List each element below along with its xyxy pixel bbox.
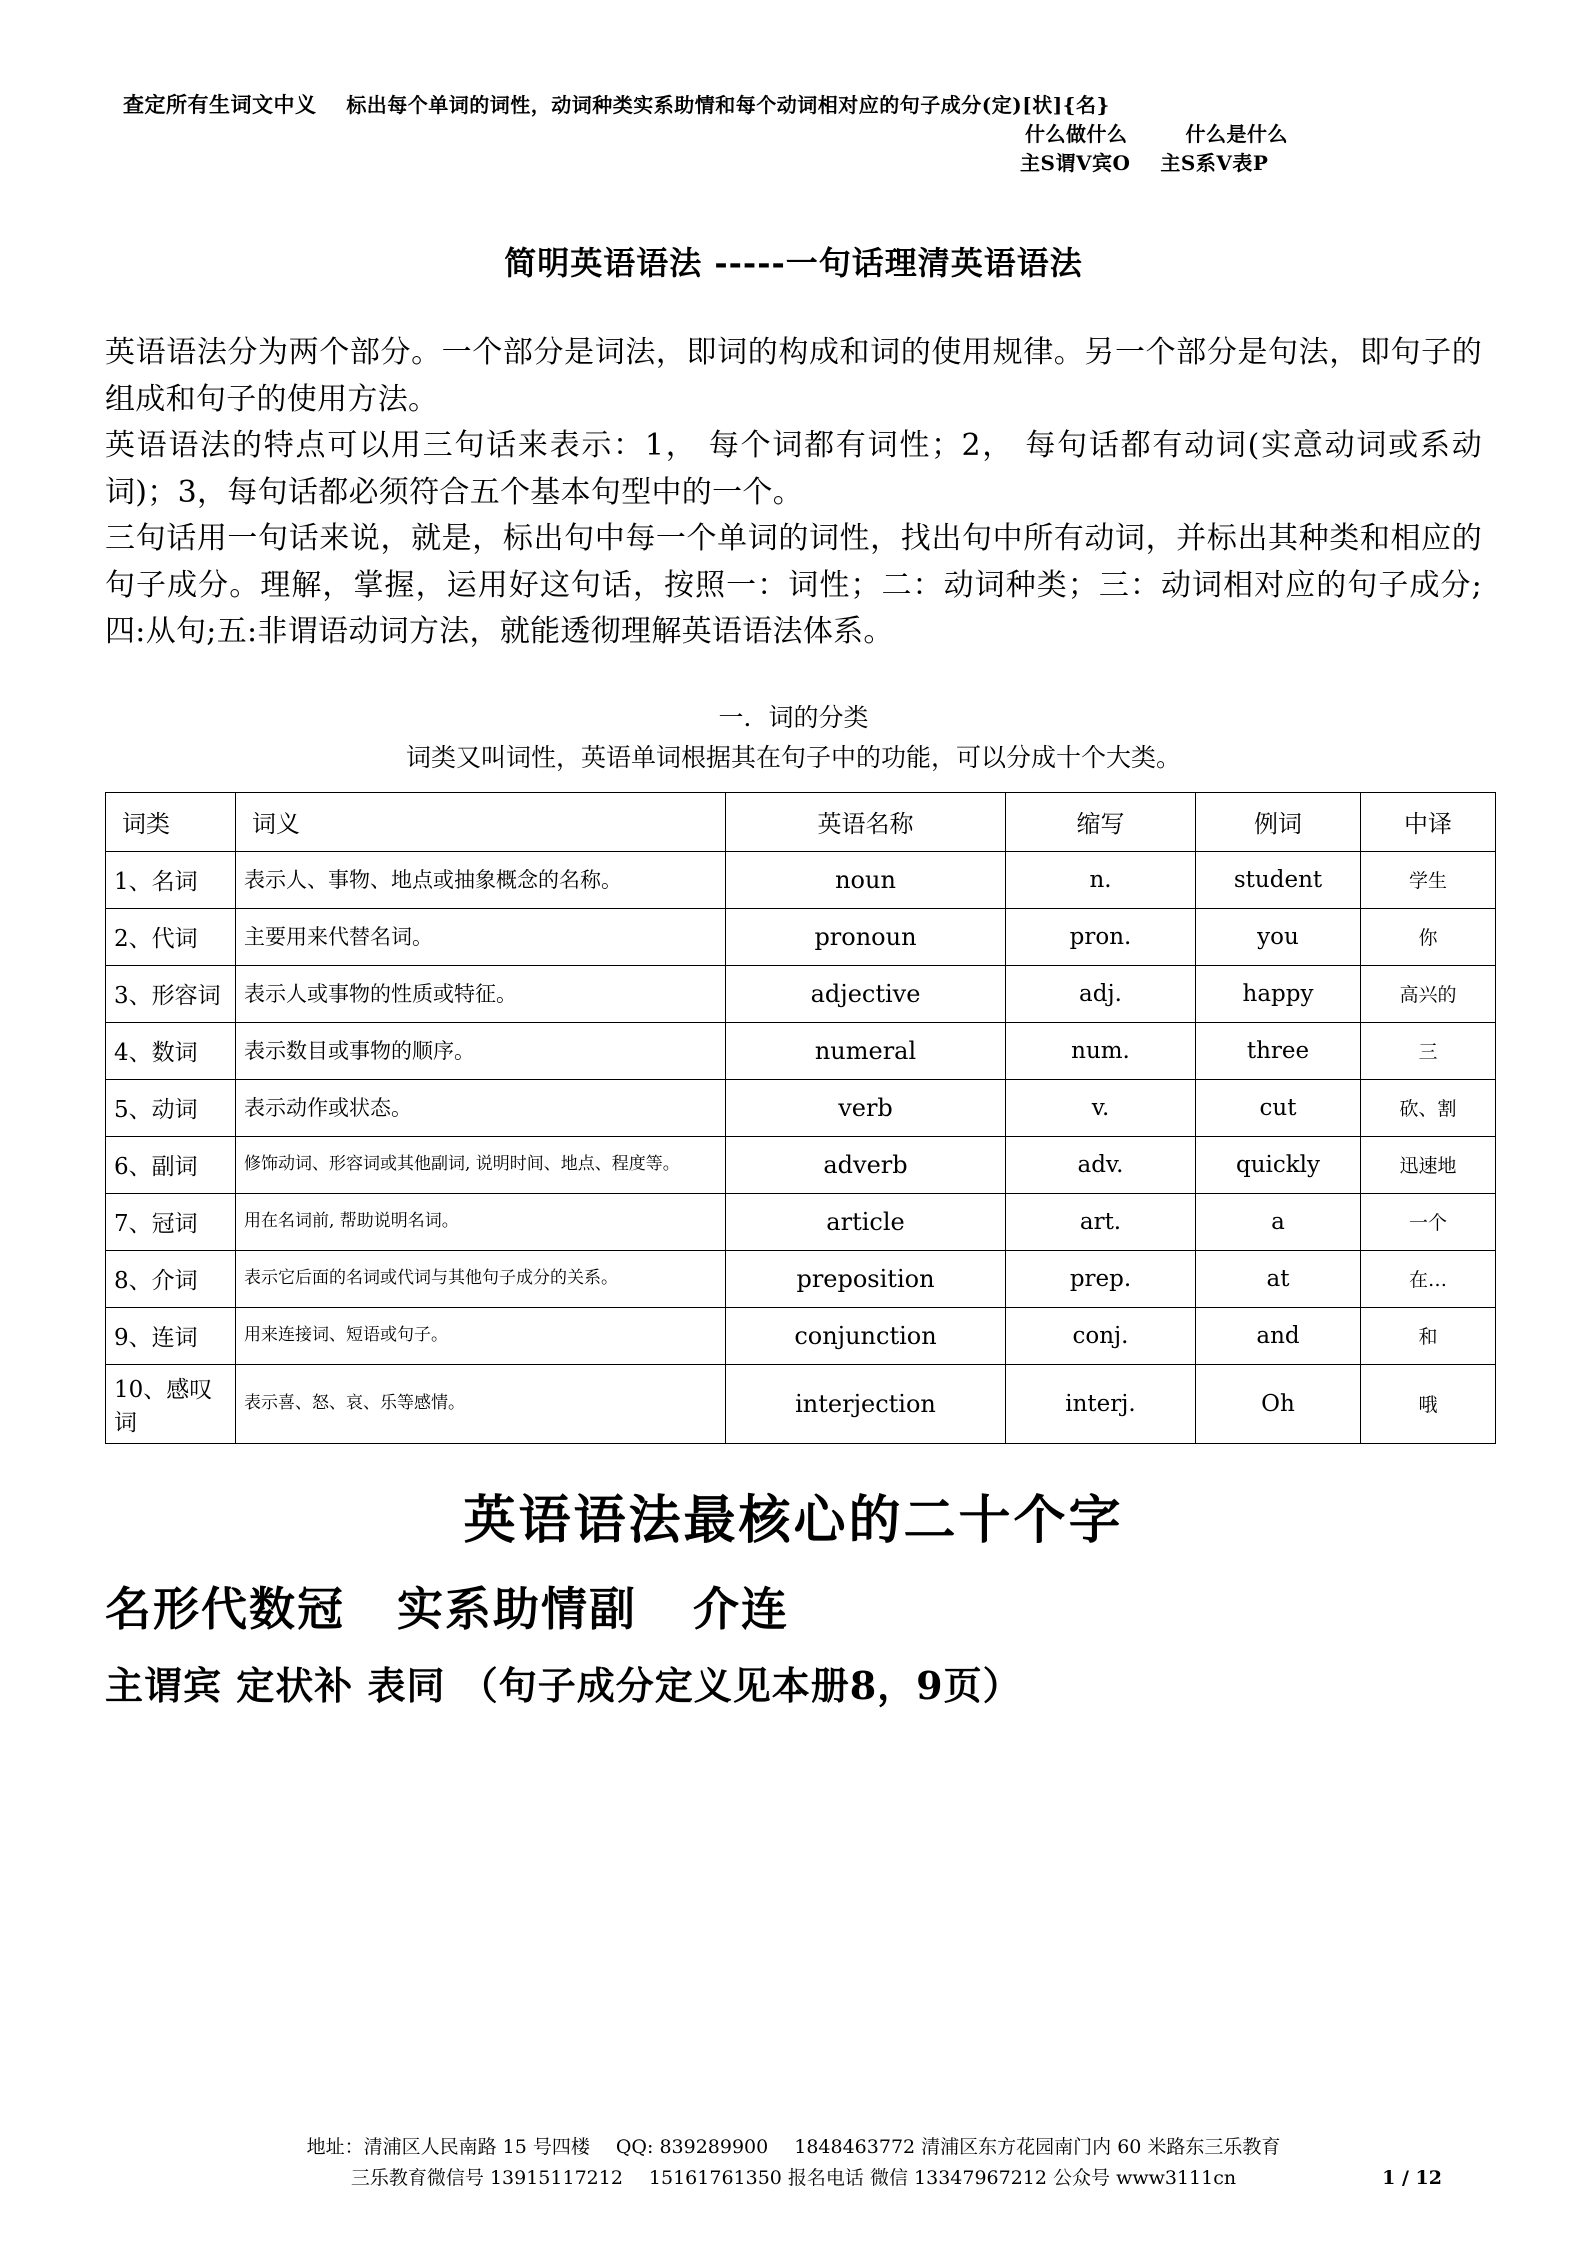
- table-header-cell-example: 例词: [1196, 792, 1361, 851]
- cell-translation: 和: [1361, 1307, 1496, 1364]
- core-title: 英语语法最核心的二十个字: [463, 1489, 1124, 1551]
- core-words-group-a: 名形代数冠: [105, 1581, 345, 1636]
- cell-translation: 三: [1361, 1022, 1496, 1079]
- cell-english: pronoun: [726, 908, 1006, 965]
- cell-english: interjection: [726, 1364, 1006, 1443]
- page-footer: [105, 2132, 1482, 2193]
- cell-example: cut: [1196, 1079, 1361, 1136]
- table-header-cell-english: 英语名称: [726, 792, 1006, 851]
- core-word-list: [105, 1573, 1482, 1639]
- cell-example: student: [1196, 851, 1361, 908]
- table-row: [106, 1364, 1496, 1443]
- intro-body: [105, 330, 1482, 656]
- cell-english: noun: [726, 851, 1006, 908]
- table-header-cell-abbr: 缩写: [1006, 792, 1196, 851]
- table-header-cell-translation: 中译: [1361, 792, 1496, 851]
- cell-abbr: adv.: [1006, 1136, 1196, 1193]
- cell-abbr: n.: [1006, 851, 1196, 908]
- cell-example: happy: [1196, 965, 1361, 1022]
- table-row: [106, 965, 1496, 1022]
- cell-translation: 你: [1361, 908, 1496, 965]
- footer-qq: QQ: 839289900: [615, 2136, 769, 2159]
- cell-example: three: [1196, 1022, 1361, 1079]
- cell-meaning: 修饰动词、形容词或其他副词, 说明时间、地点、程度等。: [236, 1136, 726, 1193]
- cell-meaning: 用来连接词、短语或句子。: [236, 1307, 726, 1364]
- table-row: [106, 1022, 1496, 1079]
- table-row: [106, 851, 1496, 908]
- cell-translation: 高兴的: [1361, 965, 1496, 1022]
- cell-class: 8、介词: [106, 1250, 236, 1307]
- header-note-svo: 主S谓V宾O: [1020, 151, 1131, 176]
- paragraph-3: 三句话用一句话来说，就是，标出句中每一个单词的词性，找出句中所有动词，并标出其种类和相应的句子成分。理解，掌握，运用好这句话，按照一：词性；二：动词种类；三：动词相对应的句子成分;四:从句;五:非谓语动词方法，就能透彻理解英语语法体系。: [105, 521, 1482, 650]
- table-row: [106, 1079, 1496, 1136]
- table-row: [106, 1136, 1496, 1193]
- cell-english: article: [726, 1193, 1006, 1250]
- cell-abbr: prep.: [1006, 1250, 1196, 1307]
- header-note-b: 标出每个单词的词性，动词种类实系助情和每个动词相对应的句子成分(定)[状]{名}: [346, 93, 1110, 117]
- cell-english: adverb: [726, 1136, 1006, 1193]
- cell-example: quickly: [1196, 1136, 1361, 1193]
- cell-class: 4、数词: [106, 1022, 236, 1079]
- footer-address: 地址：清浦区人民南路 15 号四楼: [306, 2136, 590, 2159]
- cell-class: 3、形容词: [106, 965, 236, 1022]
- cell-abbr: adj.: [1006, 965, 1196, 1022]
- cell-english: verb: [726, 1079, 1006, 1136]
- cell-example: at: [1196, 1250, 1361, 1307]
- cell-english: conjunction: [726, 1307, 1006, 1364]
- cell-example: and: [1196, 1307, 1361, 1364]
- header-note-svp: 主S系V表P: [1160, 151, 1269, 176]
- cell-example: you: [1196, 908, 1361, 965]
- cell-meaning: 表示喜、怒、哀、乐等感情。: [236, 1364, 726, 1443]
- header-annotation-line-1: [105, 90, 1482, 120]
- cell-meaning: 表示人、事物、地点或抽象概念的名称。: [236, 851, 726, 908]
- table-row: [106, 1193, 1496, 1250]
- header-annotation: [105, 90, 1482, 178]
- cell-translation: 学生: [1361, 851, 1496, 908]
- paragraph-2: 英语语法的特点可以用三句话来表示：1， 每个词都有词性；2， 每句话都有动词(实意动词或系动词)；3，每句话都必须符合五个基本句型中的一个。: [105, 428, 1482, 510]
- cell-abbr: conj.: [1006, 1307, 1196, 1364]
- core-words-group-c: 介连: [693, 1581, 789, 1636]
- cell-class: 2、代词: [106, 908, 236, 965]
- cell-meaning: 用在名词前, 帮助说明名词。: [236, 1193, 726, 1250]
- header-note-what-is-what: 什么是什么: [1185, 122, 1288, 147]
- cell-meaning: 表示它后面的名词或代词与其他句子成分的关系。: [236, 1250, 726, 1307]
- footer-line-2: [105, 2163, 1482, 2193]
- cell-abbr: v.: [1006, 1079, 1196, 1136]
- footer-wechat-id: 三乐教育微信号 13915117212: [350, 2166, 623, 2189]
- table-header-cell-class: 词类: [106, 792, 236, 851]
- section-subheading: 词类又叫词性，英语单词根据其在句子中的功能，可以分成十个大类。: [405, 742, 1181, 772]
- cell-class: 9、连词: [106, 1307, 236, 1364]
- cell-meaning: 表示人或事物的性质或特征。: [236, 965, 726, 1022]
- cell-translation: 砍、割: [1361, 1079, 1496, 1136]
- table-row: [106, 1250, 1496, 1307]
- table-row: [106, 1307, 1496, 1364]
- parts-of-speech-table: [105, 792, 1496, 1444]
- cell-english: adjective: [726, 965, 1006, 1022]
- cell-abbr: pron.: [1006, 908, 1196, 965]
- cell-class: 7、冠词: [106, 1193, 236, 1250]
- table-row: [106, 908, 1496, 965]
- cell-example: Oh: [1196, 1364, 1361, 1443]
- cell-translation: 迅速地: [1361, 1136, 1496, 1193]
- cell-translation: 哦: [1361, 1364, 1496, 1443]
- page-number: 1 / 12: [1382, 2166, 1442, 2189]
- cell-meaning: 表示动作或状态。: [236, 1079, 726, 1136]
- footer-line-1: [105, 2132, 1482, 2162]
- paragraph-1: 英语语法分为两个部分。一个部分是词法，即词的构成和词的使用规律。另一个部分是句法，即句子的组成和句子的使用方法。: [105, 335, 1482, 417]
- cell-example: a: [1196, 1193, 1361, 1250]
- cell-translation: 一个: [1361, 1193, 1496, 1250]
- header-annotation-line-3: [1020, 149, 1482, 178]
- cell-class: 10、感叹词: [106, 1364, 236, 1443]
- header-note-what-do-what: 什么做什么: [1025, 122, 1128, 147]
- header-annotation-line-2: [1025, 120, 1482, 149]
- footer-qq-alt: 1848463772 清浦区东方花园南门内 60 米路东三乐教育: [794, 2136, 1281, 2159]
- cell-abbr: art.: [1006, 1193, 1196, 1250]
- cell-english: numeral: [726, 1022, 1006, 1079]
- cell-translation: 在…: [1361, 1250, 1496, 1307]
- cell-meaning: 表示数目或事物的顺序。: [236, 1022, 726, 1079]
- table-header-cell-meaning: 词义: [236, 792, 726, 851]
- cell-english: preposition: [726, 1250, 1006, 1307]
- header-note-a: 查定所有生词文中义: [123, 92, 317, 117]
- sentence-components-line: 主谓宾 定状补 表同 （句子成分定义见本册8，9页）: [105, 1662, 1022, 1708]
- page-title: 简明英语语法 -----一句话理清英语语法: [504, 244, 1083, 283]
- footer-contact: 15161761350 报名电话 微信 13347967212 公众号 www3111cn: [648, 2166, 1237, 2189]
- cell-class: 6、副词: [106, 1136, 236, 1193]
- core-words-group-b: 实系助情副: [397, 1581, 637, 1636]
- cell-class: 1、名词: [106, 851, 236, 908]
- cell-class: 5、动词: [106, 1079, 236, 1136]
- section-heading: 一．词的分类: [718, 702, 869, 732]
- table-header-row: [106, 792, 1496, 851]
- cell-meaning: 主要用来代替名词。: [236, 908, 726, 965]
- cell-abbr: interj.: [1006, 1364, 1196, 1443]
- cell-abbr: num.: [1006, 1022, 1196, 1079]
